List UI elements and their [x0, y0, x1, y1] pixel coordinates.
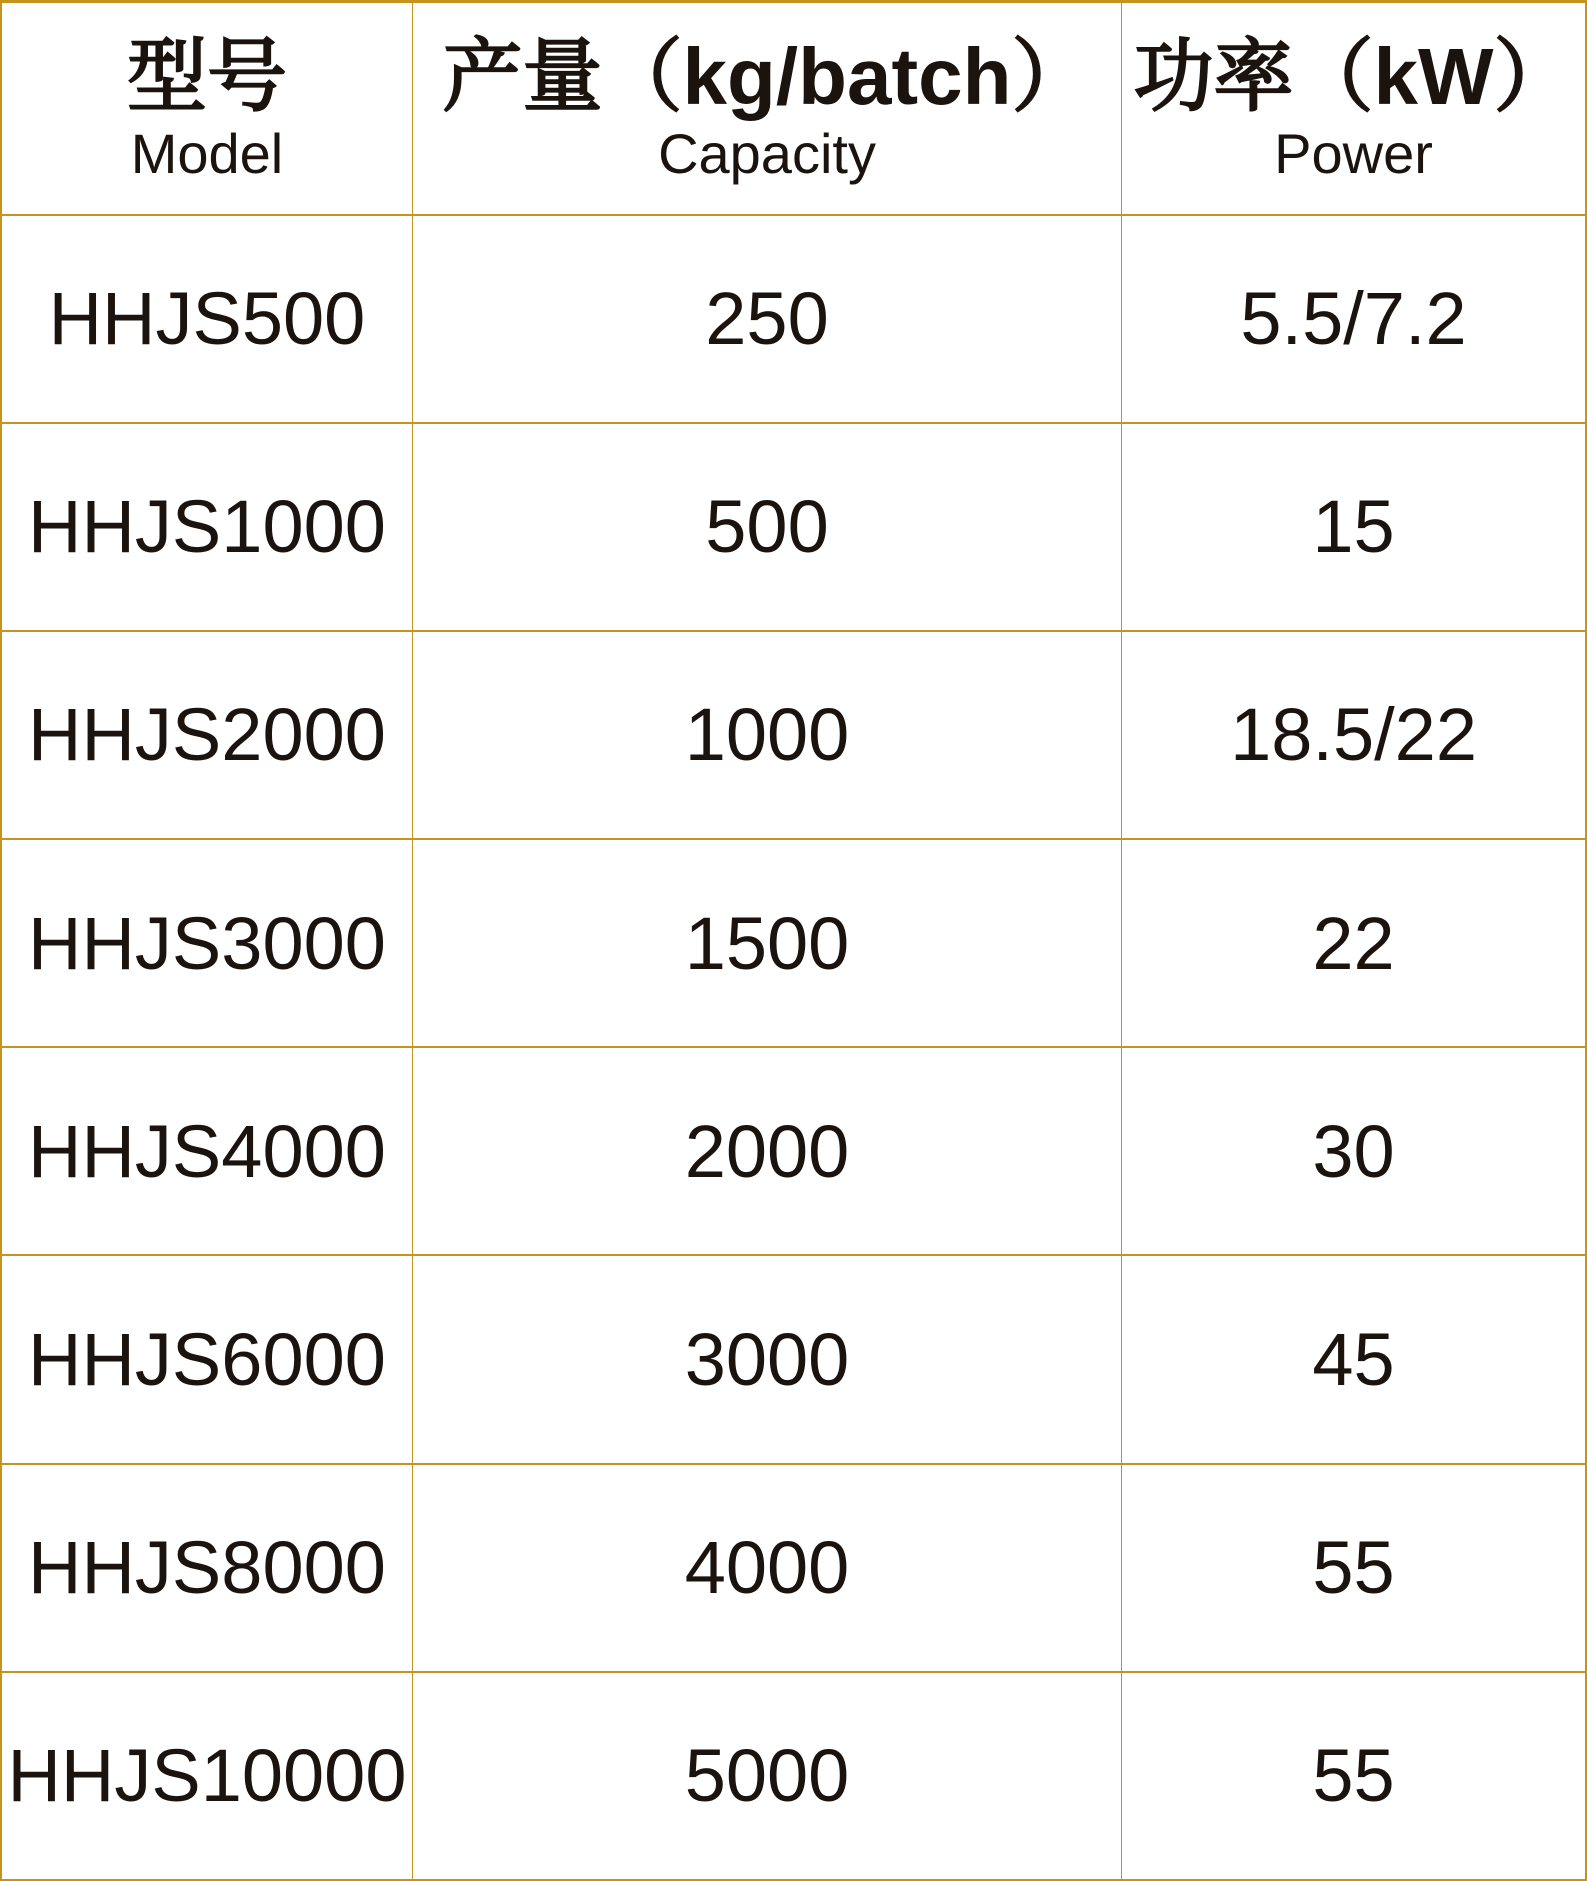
capacity-cell: 500 [412, 423, 1121, 631]
model-cell: HHJS500 [1, 215, 412, 423]
table-row [1, 1672, 1586, 1880]
model-cell: HHJS8000 [1, 1464, 412, 1672]
column-header-model [1, 2, 412, 215]
capacity-cell: 1500 [412, 839, 1121, 1047]
capacity-cell: 4000 [412, 1464, 1121, 1672]
table-row [1, 1464, 1586, 1672]
table-row [1, 1255, 1586, 1463]
table-header [1, 2, 1586, 215]
power-cell: 18.5/22 [1122, 631, 1586, 839]
table-row [1, 1047, 1586, 1255]
table-row [1, 839, 1586, 1047]
capacity-cell: 1000 [412, 631, 1121, 839]
power-cell: 30 [1122, 1047, 1586, 1255]
column-header-power-zh: 功率（kW） [1133, 31, 1574, 121]
column-header-power-en: Power [1274, 122, 1433, 186]
model-cell: HHJS1000 [1, 423, 412, 631]
model-cell: HHJS6000 [1, 1255, 412, 1463]
capacity-cell: 2000 [412, 1047, 1121, 1255]
capacity-cell: 250 [412, 215, 1121, 423]
model-cell: HHJS4000 [1, 1047, 412, 1255]
power-cell: 5.5/7.2 [1122, 215, 1586, 423]
header-row [1, 2, 1586, 215]
model-cell: HHJS10000 [1, 1672, 412, 1880]
model-cell: HHJS2000 [1, 631, 412, 839]
power-cell: 55 [1122, 1672, 1586, 1880]
column-header-model-zh: 型号 [126, 31, 287, 121]
table-body [1, 215, 1586, 1881]
power-cell: 55 [1122, 1464, 1586, 1672]
column-header-model-en: Model [130, 122, 284, 186]
power-cell: 22 [1122, 839, 1586, 1047]
table-row [1, 423, 1586, 631]
power-cell: 45 [1122, 1255, 1586, 1463]
column-header-capacity-en: Capacity [658, 122, 876, 186]
power-cell: 15 [1122, 423, 1586, 631]
table-row [1, 215, 1586, 423]
table-row [1, 631, 1586, 839]
model-cell: HHJS3000 [1, 839, 412, 1047]
column-header-capacity-zh: 产量（kg/batch） [442, 31, 1092, 121]
column-header-capacity [412, 2, 1121, 215]
column-header-power [1122, 2, 1586, 215]
capacity-cell: 3000 [412, 1255, 1121, 1463]
capacity-cell: 5000 [412, 1672, 1121, 1880]
